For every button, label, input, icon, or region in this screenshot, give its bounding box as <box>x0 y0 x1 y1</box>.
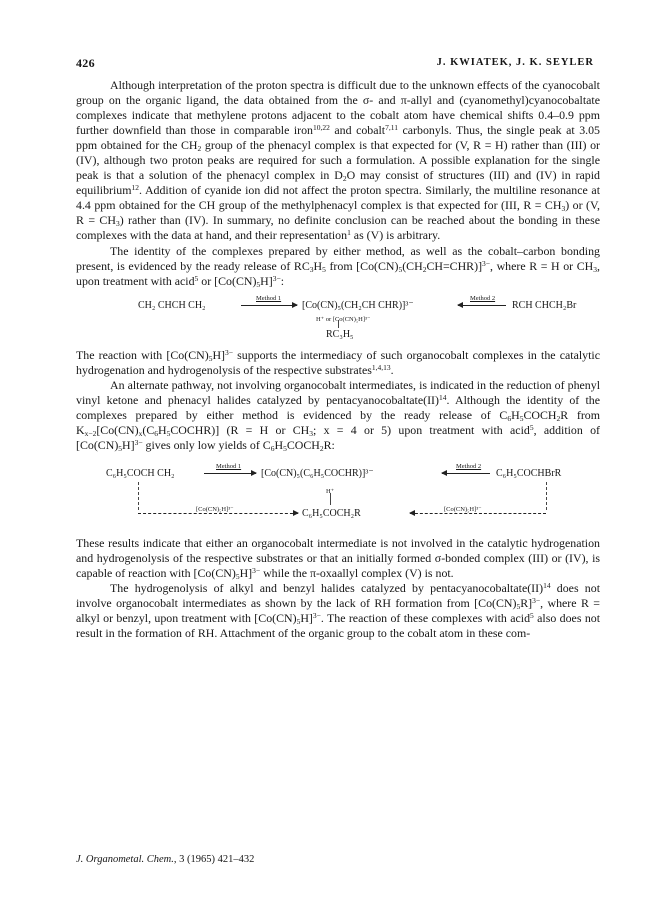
scheme2-arrow1 <box>204 473 256 474</box>
scheme2-down-arrow <box>330 493 331 505</box>
scheme1-arrow1 <box>241 305 297 306</box>
reaction-scheme-2 <box>76 460 600 528</box>
scheme1-product: RC₃H₅ <box>326 328 354 340</box>
paragraph-4: An alternate pathway, not involving organocobalt intermediates, is indicated in the reduction of phenyl vinyl ketone and phenacyl halides catalyzed by pentacyanocobaltate(II)$^{14}$. Although the identity of the complexes prepared by either method is evidenced by the ready release of $C_6H_5COCH_2R$ from $K_{x-2}[Co(CN)_x(C_6H_5COCHR)] (R = H$ or $CH_3$; x = 4 or 5) upon treatment with acid$^5$, addition of $[Co(CN)_5H]^{3-}$ gives only low yields of $C_6H_5COCH_2R$: <box>76 377 600 453</box>
scheme2-arrow2-label: Method 2 <box>456 462 482 470</box>
scheme1-arrow2 <box>458 305 506 306</box>
page-number: 426 <box>76 56 95 70</box>
journal-name: J. Organometal. Chem. <box>76 854 174 865</box>
scheme2-bottom-left-arrow <box>138 513 298 514</box>
paragraph-3: The reaction with $[Co(CN)_5H]^{3-}$ supports the intermediacy of such organocobalt complexes in the catalytic hydrogenation and hydrogenolysis of the respective substrates$^{1,4,13}$. <box>76 347 601 377</box>
scheme2-product: C₆H₅COCH₂R <box>302 507 361 519</box>
scheme2-halide: C₆H₅COCHBrR <box>496 467 562 479</box>
reaction-scheme-1 <box>76 296 600 340</box>
volume-pages: , 3 (1965) 421–432 <box>173 854 255 865</box>
scheme2-bottom-right-arrow <box>410 513 546 514</box>
scheme1-arrow1-label: Method 1 <box>256 294 282 302</box>
scheme1-down-label: H⁺ or [Co(CN)₅H]³⁻ <box>316 315 371 323</box>
scheme2-arrow2 <box>442 473 490 474</box>
scheme1-reactant: CH₂ CHCH CH₂ <box>138 299 206 311</box>
scheme2-arrow1-label: Method 1 <box>216 462 242 470</box>
scheme1-complex: [Co(CN)₅(CH₂CH CHR)]³⁻ <box>302 299 414 311</box>
scheme2-reactant: C₆H₅COCH CH₂ <box>106 467 175 479</box>
scheme2-bottom-left-label: [Co(CN)₅H]³⁻ <box>196 505 234 513</box>
paragraph-5: These results indicate that either an organocobalt intermediate is not involved in the catalytic hydrogenation and hydrogenolysis of the respective substrates or that an initially formed σ-bonded complex (III) or (IV), is capable of reaction with $[Co(CN)_5H]^{3-}$ while the π-oxaallyl complex (V) is not. <box>76 535 600 582</box>
article-body <box>76 78 600 641</box>
running-title: J. KWIATEK, J. K. SEYLER <box>436 57 594 68</box>
paragraph-2: The identity of the complexes prepared by either method, as well as the cobalt–carbon bonding present, is evidenced by the ready release of $RC_3H_5$ from $[Co(CN)_5(CH_2CH=CHR)]^{3-}$, where R = H or $CH_3$, upon treatment with acid$^5$ or $[Co(CN)_5H]^{3-}$: <box>76 243 600 289</box>
scheme2-left-dashed-line <box>138 482 139 510</box>
paragraph-6: The hydrogenolysis of alkyl and benzyl halides catalyzed by pentacyanocobaltate(II)$^{14}$ does not involve organocobalt intermediates as shown by the lack of RH formation from $[Co(CN)_5R]^{3-}$, where R = alkyl or benzyl, upon treatment with $[Co(CN)_5H]^{3-}$. The reaction of these complexes with acid$^5$ also does not result in the formation of RH. Attachment of the organic group to the cobalt atom in these com- <box>76 581 601 641</box>
scheme2-complex: [Co(CN)₅(C₆H₅COCHR)]³⁻ <box>261 467 374 479</box>
scheme2-right-dashed-line <box>546 482 547 510</box>
journal-citation <box>76 854 254 865</box>
scheme1-arrow2-label: Method 2 <box>470 294 496 302</box>
scheme1-halide: RCH CHCH₂Br <box>512 299 577 311</box>
scheme2-bottom-right-label: [Co(CN)₅H]³⁻ <box>444 505 482 513</box>
paragraph-1: Although interpretation of the proton spectra is difficult due to the unknown effects of the cyanocobalt group on the organic ligand, the data obtained from the σ- and π-allyl and (cyanomethyl)cyanocobaltate complexes indicate that methylene protons adjacent to the cobalt atom have chemical shifts 0.4–0.9 ppm further downfield than those in comparable iron$^{10,22}$ and cobalt$^{7,11}$ carbonyls. Thus, the single peak at 3.05 ppm obtained for the $CH_2$ group of the phenacyl complex is that expected for (V, R = H) rather than (III) or (IV), although two proton peaks are required for such a formulation. A possible explanation for the single peak is that a solution of the phenacyl complex in $D_2O$ may consist of structures (III) and (IV) in rapid equilibrium$^{12}$. Addition of cyanide ion did not affect the proton spectra. Similarly, the multiline resonance at 4.4 ppm obtained for the CH group of the methylphenacyl complex is that expected for (III, $R = CH_3$) or (V, $R = CH_3$) rather than (IV). In summary, no definite conclusion can be reached about the bonding in these complexes with the data at hand, and their representation$^1$ as (V) is arbitrary. <box>76 78 601 243</box>
scheme2-down-label: H⁺ <box>326 487 335 495</box>
